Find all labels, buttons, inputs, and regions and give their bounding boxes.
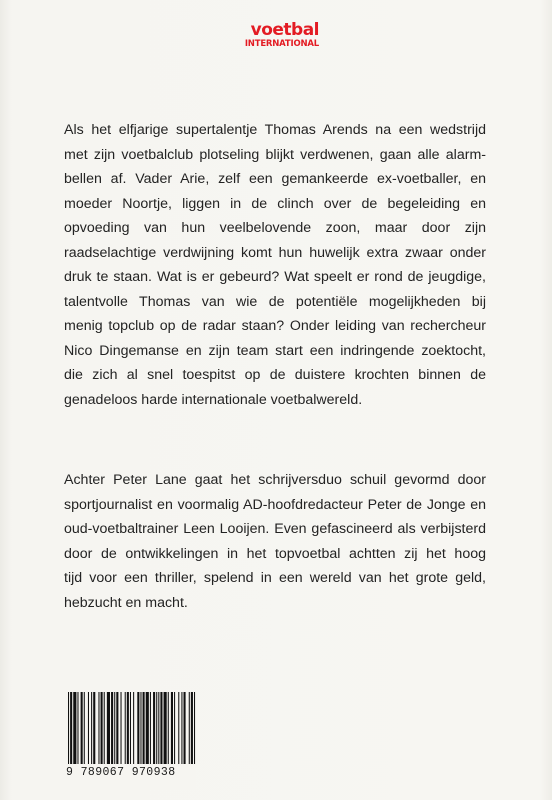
barcode-bar bbox=[171, 692, 173, 764]
barcode-bar bbox=[98, 692, 99, 764]
barcode-bar bbox=[160, 692, 162, 764]
barcode-bar bbox=[104, 692, 105, 764]
barcode-bar bbox=[178, 692, 179, 764]
text-line: Achter Peter Lane gaat het schrijversduo schuil gevormd door bbox=[64, 472, 486, 488]
text-line: Nico Dingemanse en zijn team start een indringende zoektocht, bbox=[64, 342, 486, 359]
blurb-paragraph bbox=[64, 118, 486, 412]
barcode-bar bbox=[140, 692, 141, 764]
barcode-bar bbox=[143, 692, 145, 764]
text-line: druk te staan. Wat is er gebeurd? Wat speelt er rond de jeugdige, bbox=[64, 269, 486, 285]
barcode-bar bbox=[168, 692, 169, 764]
barcode-bar bbox=[121, 692, 122, 764]
barcode-bar bbox=[93, 692, 95, 764]
voetbal-international-logo bbox=[229, 22, 319, 52]
barcode-bar bbox=[174, 692, 175, 764]
text-line: door de ontwikkelingen in het topvoetbal achtten zij het hoog bbox=[64, 545, 486, 562]
text-line: tijd voor een thriller, spelend in een wereld van het grote geld, bbox=[64, 570, 486, 586]
barcode-bar bbox=[150, 692, 151, 764]
barcode-bar bbox=[68, 692, 69, 764]
barcode-bar bbox=[70, 692, 72, 764]
barcode-bar bbox=[91, 692, 92, 764]
barcode-bar bbox=[125, 692, 126, 764]
text-line: menig topclub op de radar staan? Onder leiding van rechercheur bbox=[64, 318, 486, 334]
text-line: talentvolle Thomas van wie de potentiële mogelijkheden bij bbox=[64, 293, 486, 310]
barcode-bar bbox=[164, 692, 167, 764]
barcode-bar bbox=[146, 692, 149, 764]
barcode-bar bbox=[184, 692, 186, 764]
barcode-bar bbox=[158, 692, 159, 764]
text-line: hebzucht en macht. bbox=[64, 594, 188, 611]
barcode-bar bbox=[77, 692, 78, 764]
barcode-bar bbox=[137, 692, 139, 764]
barcode-bar bbox=[194, 692, 195, 764]
barcode-bar bbox=[127, 692, 129, 764]
barcode-bar bbox=[116, 692, 118, 764]
barcode-bar bbox=[191, 692, 193, 764]
barcode-bar bbox=[181, 692, 182, 764]
barcode-bar bbox=[73, 692, 76, 764]
text-line: oud-voetbaltrainer Leen Looijen. Even gefascineerd als verbijsterd bbox=[64, 521, 486, 537]
isbn-number: 9 789067 970938 bbox=[66, 766, 196, 779]
text-line: genadeloos harde internationale voetbalwereld. bbox=[64, 391, 363, 408]
text-line: opvoeding van hun veelbelovende zoon, maar door zijn bbox=[64, 220, 486, 236]
barcode-bar bbox=[156, 692, 157, 764]
barcode-bar bbox=[81, 692, 83, 764]
barcode-bar bbox=[133, 692, 134, 764]
barcode-bar bbox=[107, 692, 110, 764]
logo-subtitle: INTERNATIONAL bbox=[244, 39, 319, 49]
barcode-bar bbox=[114, 692, 115, 764]
text-line: die zich al snel toespitst op de duistere krochten binnen de bbox=[64, 367, 486, 383]
barcode-bar bbox=[153, 692, 155, 764]
text-line: moeder Noortje, liggen in de clinch over de begeleiding en bbox=[64, 195, 486, 212]
text-line: bellen af. Vader Arie, zelf een gemankeerde ex-voetballer, en bbox=[64, 171, 486, 187]
text-line: met zijn voetbalclub plotseling blijkt verdwenen, gaan alle alarm- bbox=[64, 146, 486, 163]
barcode-bar bbox=[130, 692, 131, 764]
barcode-bar bbox=[84, 692, 85, 764]
barcode-bar bbox=[189, 692, 190, 764]
barcode-bar bbox=[111, 692, 113, 764]
text-line: Als het elfjarige supertalentje Thomas Arends na een wedstrijd bbox=[64, 122, 486, 138]
text-line: raadselachtige verdwijning komt hun huwelijk extra zwaar onder bbox=[64, 244, 486, 261]
logo-wordmark: voetbal bbox=[250, 20, 319, 40]
text-line: sportjournalist en voormalig AD-hoofdredacteur Peter de Jonge en bbox=[64, 496, 486, 513]
barcode-bar bbox=[88, 692, 89, 764]
barcode-bar bbox=[101, 692, 103, 764]
author-paragraph bbox=[64, 468, 486, 615]
